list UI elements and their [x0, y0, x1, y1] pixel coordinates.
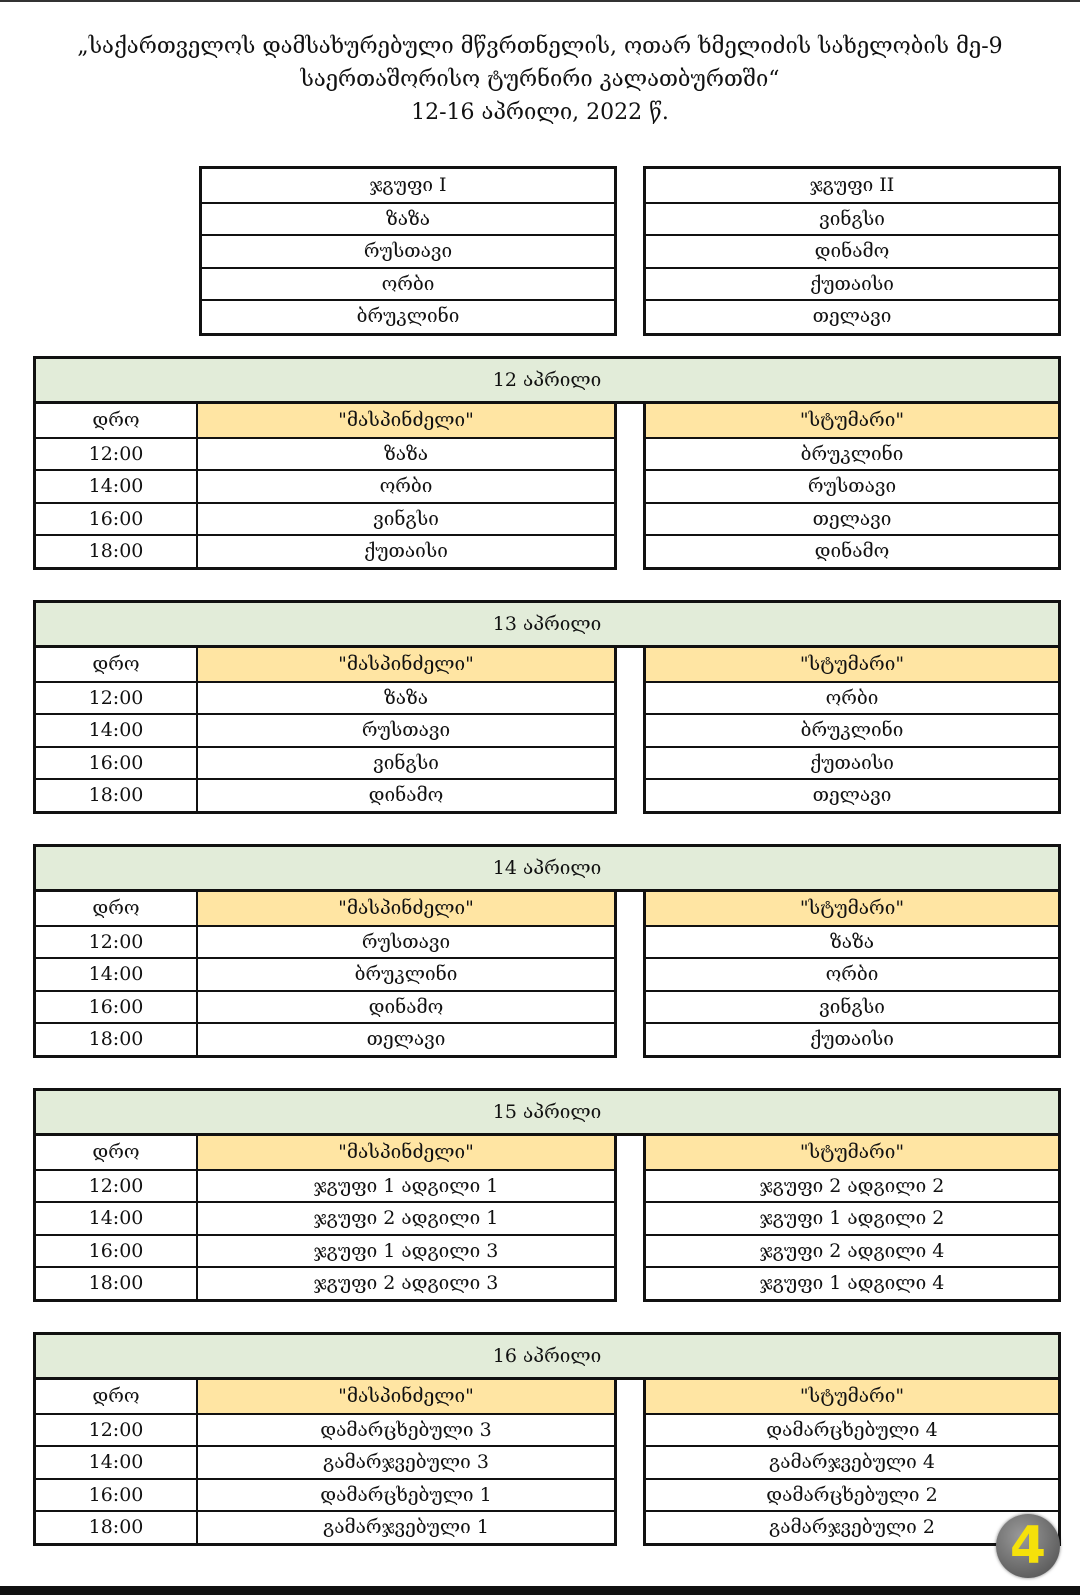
- page-title: [40, 30, 1040, 129]
- time-column-header: დრო: [36, 404, 198, 437]
- game-time: 14:00: [36, 1447, 198, 1478]
- table-row: [646, 202, 1058, 235]
- table-row: [646, 1266, 1058, 1299]
- host-team: ზაზა: [383, 686, 429, 709]
- host-team: ვინგსი: [373, 751, 439, 774]
- host-team: ჯგუფი 2 ადგილი 1: [313, 1207, 499, 1230]
- table-row: [646, 1201, 1058, 1234]
- game-time: 12:00: [36, 1415, 198, 1446]
- game-time: 16:00: [36, 504, 198, 535]
- table-row: [36, 1169, 614, 1202]
- guest-team: თელავი: [812, 784, 892, 807]
- header-row: [36, 1380, 614, 1413]
- table-row: [36, 502, 614, 535]
- table-row: [646, 267, 1058, 300]
- guest-team: ჯგუფი 1 ადგილი 4: [759, 1272, 945, 1295]
- table-row: [36, 778, 614, 811]
- host-column-header: "მასპინძელი": [198, 892, 614, 925]
- time-column-header: დრო: [36, 1380, 198, 1413]
- guest-column-header: "სტუმარი": [646, 892, 1058, 925]
- guest-table: [643, 1377, 1061, 1546]
- guest-column-header: "სტუმარი": [646, 648, 1058, 681]
- host-table: [33, 645, 617, 814]
- day-header: 13 აპრილი: [33, 600, 1061, 648]
- header-row: [36, 404, 614, 437]
- host-team: ქუთაისი: [364, 540, 448, 563]
- day-header: 16 აპრილი: [33, 1332, 1061, 1380]
- guest-team: ზაზა: [829, 930, 875, 953]
- group-1-header-row: [202, 169, 614, 202]
- host-team: ბრუკლინი: [354, 963, 458, 986]
- guest-team: ჯგუფი 2 ადგილი 4: [759, 1239, 945, 1262]
- bottom-border: [0, 1586, 1080, 1595]
- table-row: [646, 1169, 1058, 1202]
- logo-text: 4: [1009, 1516, 1047, 1576]
- game-time: 12:00: [36, 1171, 198, 1202]
- game-time: 18:00: [36, 1512, 198, 1543]
- table-row: [36, 1234, 614, 1267]
- table-row: [36, 1201, 614, 1234]
- table-row: [202, 202, 614, 235]
- host-team: რუსთავი: [361, 930, 451, 953]
- table-row: [646, 502, 1058, 535]
- host-table: [33, 889, 617, 1058]
- table-row: [646, 1445, 1058, 1478]
- table-row: [36, 990, 614, 1023]
- header-row: [646, 648, 1058, 681]
- guest-team: ჯგუფი 1 ადგილი 2: [759, 1207, 945, 1230]
- table-row: [202, 234, 614, 267]
- host-table: [33, 1133, 617, 1302]
- game-time: 18:00: [36, 780, 198, 811]
- host-column-header: "მასპინძელი": [198, 404, 614, 437]
- game-time: 14:00: [36, 715, 198, 746]
- header-row: [36, 648, 614, 681]
- guest-team: გამარჯვებული 2: [769, 1516, 935, 1539]
- host-table: [33, 1377, 617, 1546]
- group-1-table: [199, 166, 617, 336]
- game-time: 16:00: [36, 992, 198, 1023]
- header-row: [646, 892, 1058, 925]
- table-row: [36, 469, 614, 502]
- time-column-header: დრო: [36, 1136, 198, 1169]
- header-row: [646, 1380, 1058, 1413]
- host-team: ზაზა: [383, 442, 429, 465]
- group-team: ზაზა: [385, 207, 431, 230]
- table-row: [202, 267, 614, 300]
- table-row: [646, 469, 1058, 502]
- top-border: [0, 0, 1080, 2]
- channel-logo: [996, 1514, 1060, 1578]
- group-team: დინამო: [814, 240, 890, 263]
- host-team: რუსთავი: [361, 719, 451, 742]
- group-team: თელავი: [812, 305, 892, 328]
- guest-team: ბრუკლინი: [800, 719, 904, 742]
- table-row: [36, 957, 614, 990]
- game-time: 14:00: [36, 1203, 198, 1234]
- guest-column-header: "სტუმარი": [646, 1136, 1058, 1169]
- guest-team: ორბი: [825, 686, 879, 709]
- guest-table: [643, 889, 1061, 1058]
- table-row: [646, 1413, 1058, 1446]
- host-team: დამარცხებული 1: [320, 1483, 492, 1506]
- table-row: [36, 925, 614, 958]
- host-team: ჯგუფი 2 ადგილი 3: [313, 1272, 499, 1295]
- guest-team: რუსთავი: [807, 475, 897, 498]
- table-row: [646, 437, 1058, 470]
- table-row: [646, 925, 1058, 958]
- guest-column-header: "სტუმარი": [646, 1380, 1058, 1413]
- header-row: [646, 1136, 1058, 1169]
- host-team: გამარჯვებული 3: [323, 1451, 489, 1474]
- group-team: ქუთაისი: [810, 272, 894, 295]
- guest-team: ბრუკლინი: [800, 442, 904, 465]
- guest-team: დამარცხებული 2: [766, 1483, 938, 1506]
- day-header: 12 აპრილი: [33, 356, 1061, 404]
- table-row: [36, 713, 614, 746]
- time-column-header: დრო: [36, 648, 198, 681]
- game-time: 12:00: [36, 439, 198, 470]
- game-time: 12:00: [36, 927, 198, 958]
- table-row: [646, 990, 1058, 1023]
- host-team: დინამო: [368, 784, 444, 807]
- guest-table: [643, 645, 1061, 814]
- table-row: [36, 534, 614, 567]
- table-row: [202, 299, 614, 332]
- guest-team: დინამო: [814, 540, 890, 563]
- table-row: [36, 437, 614, 470]
- host-team: ორბი: [379, 475, 433, 498]
- table-row: [646, 1022, 1058, 1055]
- table-row: [646, 534, 1058, 567]
- group-team: ბრუკლინი: [356, 305, 460, 328]
- group-2-header: ჯგუფი II: [809, 174, 895, 197]
- table-row: [646, 681, 1058, 714]
- header-row: [36, 892, 614, 925]
- host-team: ჯგუფი 1 ადგილი 3: [313, 1239, 499, 1262]
- table-row: [646, 1478, 1058, 1511]
- guest-table: [643, 1133, 1061, 1302]
- group-2-header-row: [646, 169, 1058, 202]
- table-row: [646, 713, 1058, 746]
- day-header: 14 აპრილი: [33, 844, 1061, 892]
- table-row: [646, 778, 1058, 811]
- table-row: [36, 681, 614, 714]
- table-row: [646, 746, 1058, 779]
- game-time: 18:00: [36, 1024, 198, 1055]
- time-column-header: დრო: [36, 892, 198, 925]
- group-2-table: [643, 166, 1061, 336]
- group-1-header: ჯგუფი I: [369, 174, 447, 197]
- game-time: 14:00: [36, 959, 198, 990]
- host-team: ჯგუფი 1 ადგილი 1: [313, 1174, 499, 1197]
- host-team: ვინგსი: [373, 507, 439, 530]
- title-line-2: საერთაშორისო ტურნირი კალათბურთში“: [300, 67, 780, 92]
- group-team: ორბი: [381, 272, 435, 295]
- header-row: [36, 1136, 614, 1169]
- table-row: [646, 1234, 1058, 1267]
- guest-team: ქუთაისი: [810, 1028, 894, 1051]
- table-row: [646, 299, 1058, 332]
- host-team: დამარცხებული 3: [320, 1418, 492, 1441]
- table-row: [36, 1022, 614, 1055]
- title-line-1: „საქართველოს დამსახურებული მწვრთნელის, ოთარ ხმელიძის სახელობის მე-9: [77, 34, 1003, 59]
- host-team: დინამო: [368, 995, 444, 1018]
- guest-team: დამარცხებული 4: [766, 1418, 938, 1441]
- host-column-header: "მასპინძელი": [198, 1380, 614, 1413]
- game-time: 16:00: [36, 1480, 198, 1511]
- table-row: [36, 1266, 614, 1299]
- guest-team: გამარჯვებული 4: [769, 1451, 935, 1474]
- guest-team: თელავი: [812, 507, 892, 530]
- game-time: 16:00: [36, 748, 198, 779]
- host-column-header: "მასპინძელი": [198, 648, 614, 681]
- table-row: [36, 1510, 614, 1543]
- host-column-header: "მასპინძელი": [198, 1136, 614, 1169]
- guest-team: ვინგსი: [819, 995, 885, 1018]
- title-line-3: 12-16 აპრილი, 2022 წ.: [411, 100, 669, 125]
- game-time: 16:00: [36, 1236, 198, 1267]
- table-row: [36, 1445, 614, 1478]
- game-time: 14:00: [36, 471, 198, 502]
- guest-team: ქუთაისი: [810, 751, 894, 774]
- table-row: [646, 957, 1058, 990]
- group-team: რუსთავი: [363, 240, 453, 263]
- table-row: [36, 1413, 614, 1446]
- guest-column-header: "სტუმარი": [646, 404, 1058, 437]
- table-row: [646, 234, 1058, 267]
- host-table: [33, 401, 617, 570]
- table-row: [36, 746, 614, 779]
- host-team: თელავი: [366, 1028, 446, 1051]
- day-header: 15 აპრილი: [33, 1088, 1061, 1136]
- guest-team: ორბი: [825, 963, 879, 986]
- table-row: [36, 1478, 614, 1511]
- guest-team: ჯგუფი 2 ადგილი 2: [759, 1174, 945, 1197]
- host-team: გამარჯვებული 1: [323, 1516, 489, 1539]
- game-time: 18:00: [36, 1268, 198, 1299]
- game-time: 12:00: [36, 683, 198, 714]
- guest-table: [643, 401, 1061, 570]
- game-time: 18:00: [36, 536, 198, 567]
- header-row: [646, 404, 1058, 437]
- group-team: ვინგსი: [819, 207, 885, 230]
